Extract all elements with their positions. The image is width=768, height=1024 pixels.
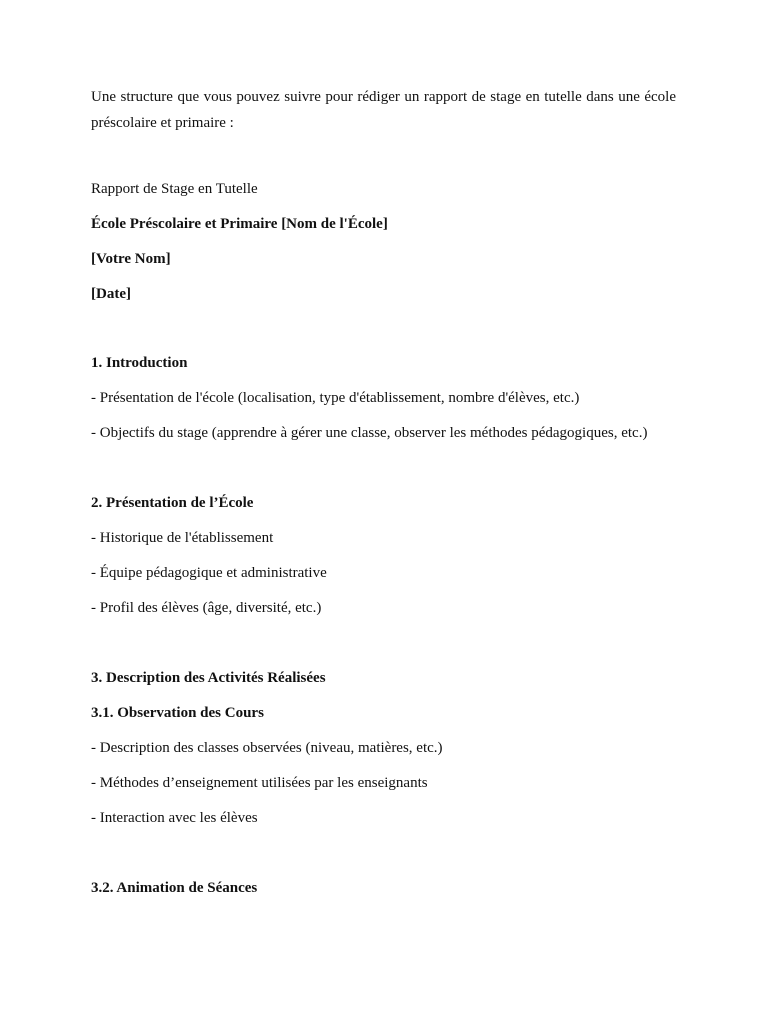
- subsection-heading-animation: 3.2. Animation de Séances: [91, 880, 258, 896]
- report-title: Rapport de Stage en Tutelle: [91, 181, 258, 197]
- list-item: - Profil des élèves (âge, diversité, etc.): [91, 600, 322, 616]
- list-item: - Historique de l'établissement: [91, 530, 274, 546]
- subsection-heading-observation: 3.1. Observation des Cours: [91, 705, 264, 721]
- list-item: - Présentation de l'école (localisation, type d'établissement, nombre d'élèves, etc.): [91, 390, 580, 406]
- list-item: - Description des classes observées (niveau, matières, etc.): [91, 740, 443, 756]
- list-item: - Équipe pédagogique et administrative: [91, 565, 327, 581]
- list-item: - Objectifs du stage (apprendre à gérer une classe, observer les méthodes pédagogiques, etc.): [91, 425, 648, 441]
- report-date: [Date]: [91, 286, 131, 302]
- section-heading-school: 2. Présentation de l’École: [91, 495, 254, 511]
- section-heading-activities: 3. Description des Activités Réalisées: [91, 670, 326, 686]
- author-name: [Votre Nom]: [91, 251, 171, 267]
- school-name: École Préscolaire et Primaire [Nom de l'École]: [91, 216, 388, 232]
- list-item: - Méthodes d’enseignement utilisées par les enseignants: [91, 775, 428, 791]
- list-item: - Interaction avec les élèves: [91, 810, 258, 826]
- section-heading-introduction: 1. Introduction: [91, 355, 188, 371]
- intro-paragraph: Une structure que vous pouvez suivre pour rédiger un rapport de stage en tutelle dans une école préscolaire et primaire :: [91, 89, 676, 131]
